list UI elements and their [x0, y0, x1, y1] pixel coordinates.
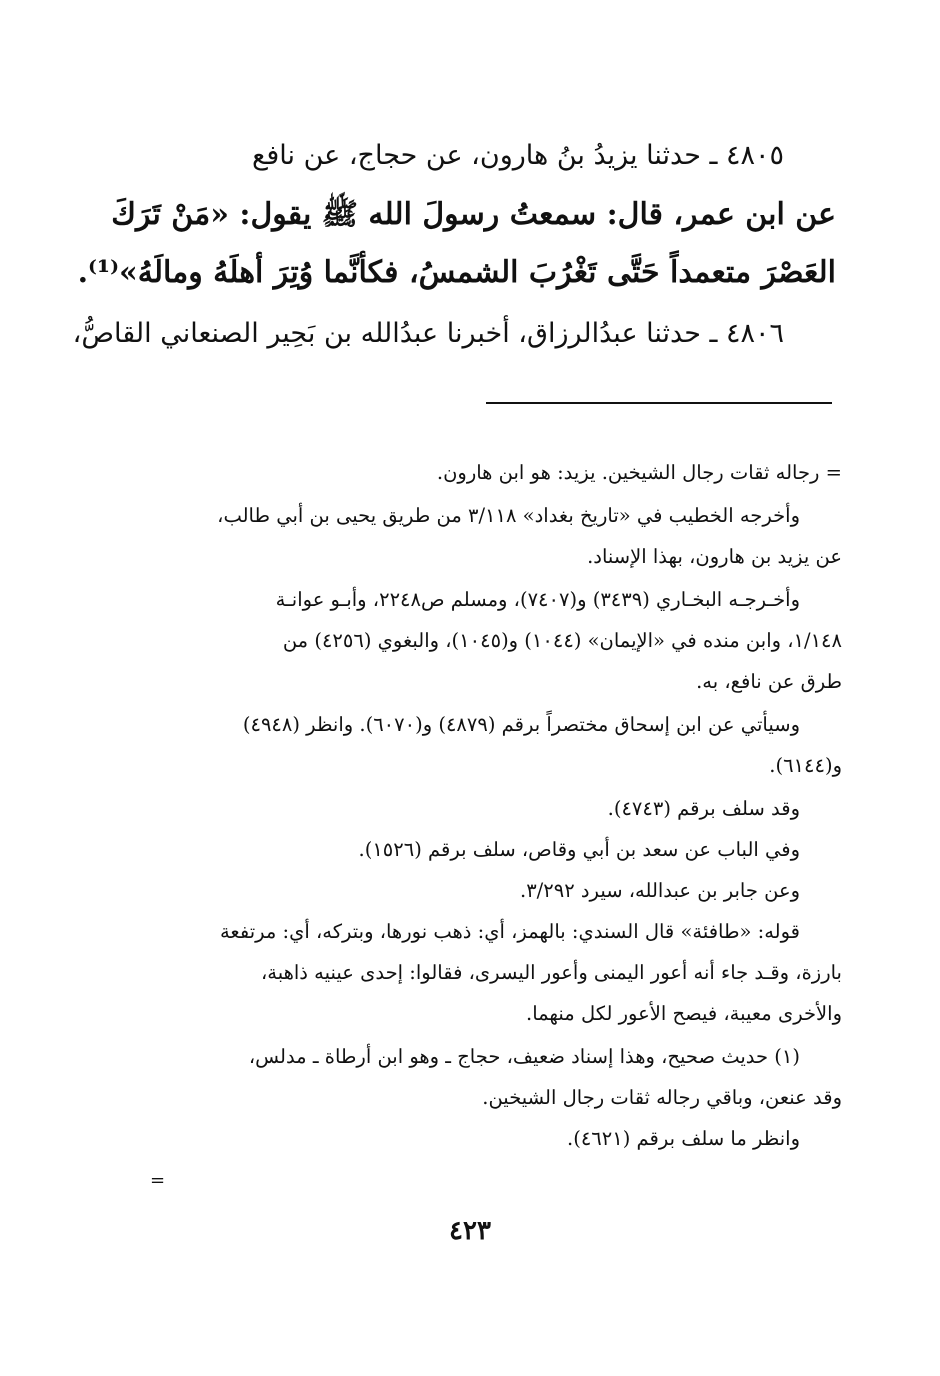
main-text [72, 128, 836, 362]
footnote-line: (١) حديث صحيح، وهذا إسناد ضعيف، حجاج ـ وهو ابن أرطاة ـ مدلس، [248, 1045, 800, 1068]
footnote-line: وأخـرجـه البخـاري (٣٤٣٩) و(٧٤٠٧)، ومسلم ص٢٢٤٨، وأبـو عوانـة [275, 588, 800, 611]
footnote-line: قوله: «طافئة» قال السندي: بالهمز، أي: ذهب نورها، وبتركه، أي: مرتفعة [219, 920, 800, 943]
footnote-line: والأخرى معيبة، فيصح الأعور لكل منهما. [526, 1002, 842, 1025]
hadith-4806-header: ٤٨٠٦ ـ حدثنا عبدُالرزاق، أخبرنا عبدُالله بن بَحِير الصنعاني القاصُّ، [72, 318, 784, 349]
hadith-4805-text-line1: عن ابن عمر، قال: سمعتُ رسولَ الله ﷺ يقول: «مَنْ تَرَكَ [111, 197, 836, 232]
footnote-line: وقد سلف برقم (٤٧٤٣). [607, 797, 800, 820]
continuation-mark: = [150, 1170, 166, 1191]
footnote-line: عن يزيد بن هارون، بهذا الإسناد. [587, 545, 842, 568]
footnote-line: طرق عن نافع، به. [696, 670, 842, 693]
footnote-line: وقد عنعن، وباقي رجاله ثقات رجال الشيخين. [482, 1086, 842, 1109]
hadith-4805-header: ٤٨٠٥ ـ حدثنا يزيدُ بنُ هارون، عن حجاج، عن نافع [251, 140, 784, 171]
footnote-line: وعن جابر بن عبدالله، سيرد ٣/٢٩٢. [520, 879, 800, 902]
footnote-line: وفي الباب عن سعد بن أبي وقاص، سلف برقم (١٥٢٦). [358, 838, 800, 861]
hadith-4805-text-line2: العَصْرَ متعمداً حَتَّى تَغْرُبَ الشمسُ، فكأنَّما وُتِرَ أهلَهُ ومالَهُ»⁽¹⁾. [77, 255, 836, 290]
footnote-line: وأخرجه الخطيب في «تاريخ بغداد» ٣/١١٨ من طريق يحيى بن أبي طالب، [217, 504, 800, 527]
footnote-line: وانظر ما سلف برقم (٤٦٢١). [567, 1127, 800, 1150]
footnotes [120, 452, 842, 1159]
footnote-separator [486, 402, 832, 404]
page-number: ٤٢٣ [449, 1216, 491, 1246]
footnote-line: بارزة، وقـد جاء أنه أعور اليمنى وأعور اليسرى، فقالوا: إحدى عينيه ذاهبة، [260, 961, 842, 984]
footnote-line: = رجاله ثقات رجال الشيخين. يزيد: هو ابن هارون. [436, 461, 842, 484]
footnote-line: و(٦١٤٤). [769, 754, 842, 777]
footnote-line: ١/١٤٨، وابن منده في «الإيمان» (١٠٤٤) و(١٠٤٥)، والبغوي (٤٢٥٦) من [282, 629, 842, 652]
footnote-line: وسيأتي عن ابن إسحاق مختصراً برقم (٤٨٧٩) و(٦٠٧٠). وانظر (٤٩٤٨) [242, 713, 800, 736]
